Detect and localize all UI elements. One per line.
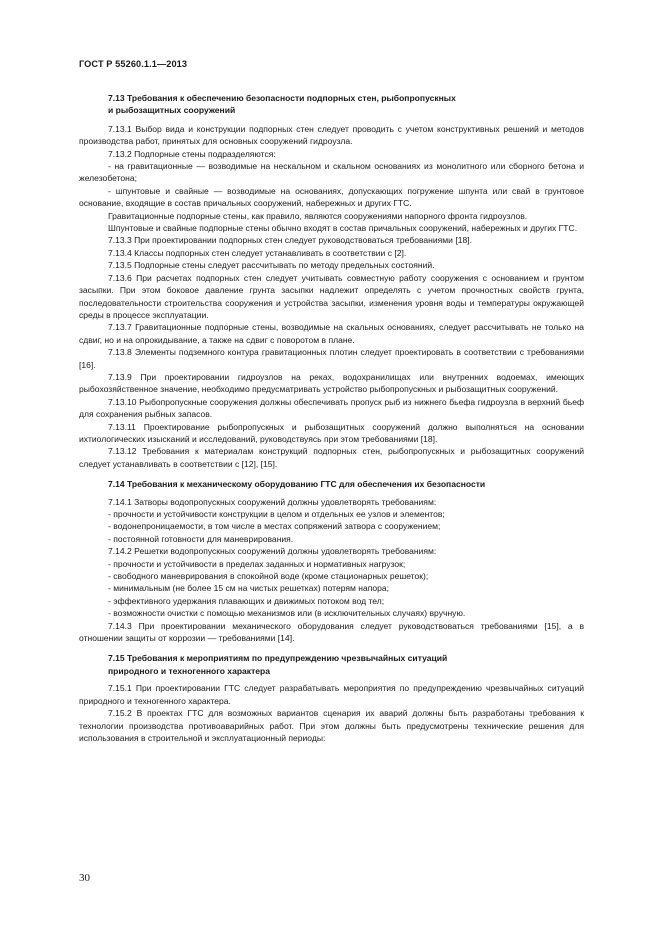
- paragraph-7-14-1: 7.14.1 Затворы водопропускных сооружений должны удовлетворять требованиям:: [108, 496, 437, 507]
- paragraph-7-15-2: 7.15.2 В проектах ГТС для возможных вариантов сценария их аварий должны быть разработаны требования к технологии производства противоаварийных работ. При этом должны быть предусмотрены технические решения для использования в строительной и эксплуатационный периоды:: [79, 708, 584, 743]
- section-heading-7-15: 7.15 Требования к мероприятиям по предупреждению чрезвычайных ситуаций природного и техногенного характера: [108, 653, 448, 676]
- paragraph-7-13-5: 7.13.5 Подпорные стены следует рассчитывать по методу предельных состояний.: [108, 260, 435, 271]
- paragraph-7-14-2: 7.14.2 Решетки водопропускных сооружений должны удовлетворять требованиям:: [108, 546, 437, 557]
- paragraph-7-13-2: 7.13.2 Подпорные стены подразделяются:: [108, 148, 276, 159]
- paragraph: Шпунтовые и свайные подпорные стены обычно входят в состав причальных сооружений, набережных и других ГТС.: [108, 223, 578, 234]
- paragraph-7-13-3: 7.13.3 При проектировании подпорных стен следует руководствоваться требованиями [18].: [108, 235, 472, 246]
- list-item: - прочности и устойчивости конструкции в целом и отдельных ее узлов и элементов;: [108, 509, 445, 519]
- list-item: - постоянной готовности для маневрирования.: [108, 533, 294, 544]
- list-item: - свободного маневрирования в спокойной воде (кроме стационарных решеток);: [108, 571, 429, 582]
- paragraph-7-13-10: 7.13.10 Рыбопропускные сооружения должны обеспечивать пропуск рыб из нижнего бьефа гидроузла в верхний бьеф для сохранения рыбных запасов.: [79, 396, 584, 420]
- section-heading-7-14: 7.14 Требования к механическому оборудованию ГТС для обеспечения их безопасности: [108, 479, 486, 490]
- paragraph: Гравитационные подпорные стены, как правило, являются сооружениями напорного фронта гидроузлов.: [108, 210, 528, 221]
- paragraph-7-13-6: 7.13.6 При расчетах подпорных стен следует учитывать совместную работу сооружения с основанием и грунтом засыпки. При этом боковое давление грунта засыпки надлежит определять с учетом прочностных свойств грунта, последовательности строительства сооружения и устройства засыпки, изменения уровня воды и температуры окружающей среды в процессе эксплуатации.: [79, 272, 584, 320]
- list-item: - минимальным (не более 15 см на чистых решетках) потерям напора;: [108, 583, 389, 594]
- paragraph-7-13-4: 7.13.4 Классы подпорных стен следует устанавливать в соответствии с [2].: [108, 247, 407, 258]
- list-item: - водонепроницаемости, в том числе в местах сопряжений затвора с сооружением;: [108, 521, 441, 532]
- paragraph-7-15-1: 7.15.1 При проектировании ГТС следует разрабатывать мероприятия по предупреждению чрезвычайных ситуаций природного и техногенного характера.: [79, 683, 584, 706]
- paragraph-7-13-1: 7.13.1 Выбор вида и конструкции подпорных стен следует проводить с учетом конструктивных решений и методов производства работ, принятых для основных сооружений гидроузла.: [79, 123, 584, 147]
- section-heading-7-13: 7.13 Требования к обеспечению безопасности подпорных стен, рыбопропускных и рыбозащитных сооружений: [108, 93, 456, 116]
- list-item: - прочности и устойчивости в пределах заданных и нормативных нагрузок;: [108, 558, 406, 569]
- paragraph-7-13-8: 7.13.8 Элементы подземного контура гравитационных плотин следует проектировать в соответствии с требованиями [16].: [79, 347, 584, 370]
- paragraph-7-13-11: 7.13.11 Проектирование рыбопропускных и рыбозащитных сооружений должно выполняться на основании ихтиологических изысканий и исследований, руководствуясь при этом требованиями [18].: [79, 421, 584, 444]
- document-header: ГОСТ Р 55260.1.1—2013: [79, 59, 188, 69]
- list-item: - возможности очистки с помощью механизмов или (в исключительных случаях) вручную.: [108, 608, 466, 619]
- document-body: [79, 92, 584, 744]
- list-item: - на гравитационные — возводимые на нескальном и скальном основаниях из монолитного или сборного бетона и железобетона;: [79, 161, 584, 184]
- list-item: - эффективного удержания плавающих и движимых потоком вод тел;: [108, 595, 385, 606]
- paragraph-7-13-7: 7.13.7 Гравитационные подпорные стены, возводимые на скальных основаниях, следует рассчитывать не только на сдвиг, но и на опрокидывание, а также на сдвиг с поворотом в плане.: [79, 322, 584, 345]
- paragraph-7-13-12: 7.13.12 Требования к материалам конструкций подпорных стен, рыбопропускных и рыбозащитных сооружений следует устанавливать в соответствии с [12], [15].: [79, 446, 584, 469]
- paragraph-7-13-9: 7.13.9 При проектировании гидроузлов на реках, водохранилищах или внутренних водоемах, имеющих рыбохозяйственное значение, необходимо предусматривать устройство рыбопропускных и рыбозащитных сооружений.: [79, 371, 584, 395]
- page-number: 30: [79, 872, 90, 884]
- paragraph-7-14-3: 7.14.3 При проектировании механического оборудования следует руководствоваться требованиями [15], а в отношении защиты от коррозии — требованиями [14].: [79, 620, 584, 644]
- list-item: - шпунтовые и свайные — возводимые на основаниях, допускающих погружение шпунта или свай в грунтовое основание, входящие в состав причальных сооружений, набережных и других ГТС.: [79, 185, 584, 209]
